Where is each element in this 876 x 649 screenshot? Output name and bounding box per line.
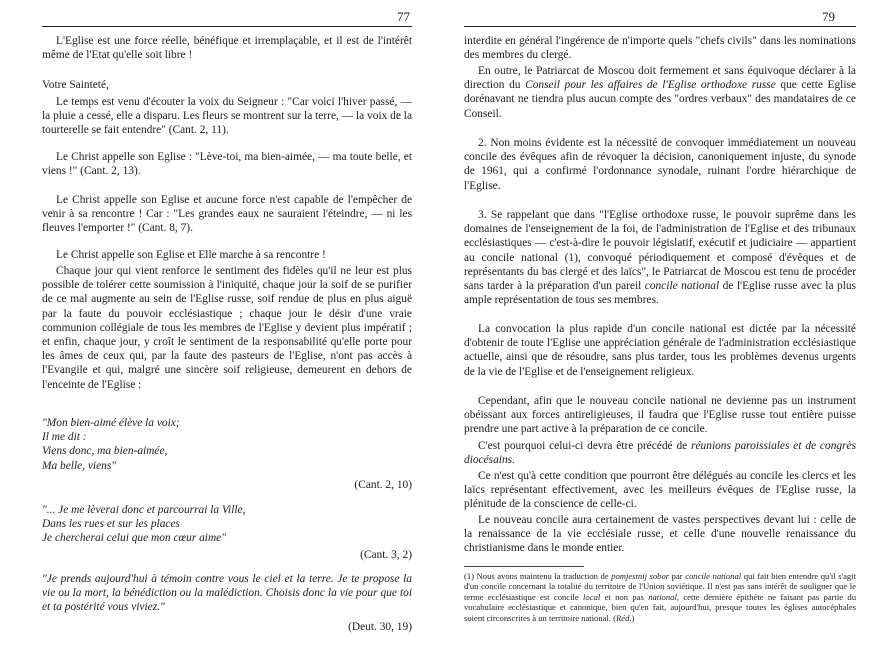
text-p8: Ce n'est qu'à cette condition que pourront être délégués au concile les clercs et les laïcs représentant effectivement, avec les meilleurs évêques de l'Eglise russe, la plénitude de la conscience de celle-ci. [464,470,856,511]
italic-run: concile national [644,280,720,293]
header-rule [42,26,412,27]
italic-run: local [583,591,601,602]
paragraph [464,394,856,437]
text-run: 3. Se rappelant que dans "l'Eglise orthodoxe russe, le pouvoir suprême dans les domaines de l'enseignement de la foi, de l'administration de l'Eglise et des tribunaux ecclésiastiques — c'est-à-dire le pouvoir législatif, exécutif et judiciaire — appartient au concile national (1), convoqué périodiquement et composé d'évêques et de représentants du bas clergé et des laïcs", le Patriarcat de Moscou est tenu de procéder sans tarder à la préparation d'un pareil [464,209,856,293]
salutation: Votre Sainteté, [42,79,109,91]
paragraph [42,248,412,262]
text-p4 [464,208,856,307]
paragraph [464,34,856,62]
poem-quote-2 [42,503,412,546]
footnote-rule [464,566,584,567]
italic-run: pomjestnij sobor [611,571,670,581]
text-p1: L'Eglise est une force réelle, bénéfique et irremplaçable, et il est de l'intérêt même de l'Etat qu'elle soit libre ! [42,35,412,62]
poem-quote-1 [42,416,412,473]
paragraph [464,469,856,512]
text-run: que cette Eglise dorénavant ne tiendra plus aucun compte des "ordres verbaux" des mandataires de ce Conseil. [464,79,856,120]
poem-line: Viens donc, ma bien-aimée, [42,445,168,458]
paragraph [464,208,856,307]
text-run: C'est pourquoi celui-ci devra être précédé de [478,440,692,452]
text-p2: Le temps est venu d'écouter la voix du Seigneur : "Car voici l'hiver passé, — la pluie a cessé, elle a disparu. Les fleurs se montrent sur la terre, — la voix de la tourterelle se fait entendre" (Cant. 2, 11). [42,96,412,137]
citation: (Cant. 3, 2) [360,549,412,561]
text-p1: interdite en général l'ingérence de n'importe quels "chefs civils" dans les nominations des membres du clergé. [464,35,856,62]
text-run: ) [631,612,635,623]
text-p7 [464,439,856,467]
poem-line: Dans les rues et sur les places [42,518,180,531]
text-run: , cette dernière épithète ne faisant pas partie du vocabulaire ecclésiastique et canonique, bien qu'en fait, aujourd'hui, presque toutes les églises autocéphales soient circonscrites à un territoire national. ( [464,591,856,623]
paragraph [464,439,856,467]
text-p2 [464,64,856,121]
text-p4: Le Christ appelle son Eglise et aucune force n'est capable de l'empêcher de venir à sa rencontre ! Car : "Les grandes eaux ne sauraient l'éteindre, — ni les fleuves l'emporter !" (Cant. 8, 7). [42,194,412,235]
text-run: par [669,571,686,581]
poem-line: "Mon bien-aimé élève la voix; [42,417,180,429]
paragraph [42,34,412,62]
italic-run: national [648,591,677,602]
text-run: (1) Nous avons maintenu la traduction de [464,571,612,581]
citation: (Cant. 2, 10) [354,479,412,491]
italic-quote: "Je prends aujourd'hui à témoin contre vous le ciel et la terre. Je te propose la vie ou la mort, la bénédiction ou la malédiction. Choisis donc la vie pour que toi et ta postérité vous viviez." [42,573,412,614]
paragraph [42,78,412,92]
header-rule [464,26,856,27]
paragraph [464,136,856,193]
paragraph [464,513,856,556]
paragraph [42,264,412,392]
text-p3: 2. Non moins évidente est la nécessité de convoquer immédiatement un nouveau concile des évêques afin de révoquer la décision, canoniquement injuste, du synode de 1961, qui a confirmé l'ordonnance synodale, ruinant l'ordre hiérarchique de l'Eglise. [464,137,856,192]
text-run: En outre, le Patriarcat de Moscou doit fermement et sans équivoque déclarer à la direction du [464,65,856,92]
citation: (Deut. 30, 19) [348,621,412,633]
italic-run: Réd. [616,612,632,623]
paragraph [42,150,412,178]
paragraph [464,322,856,379]
poem-line: "... Je me lèverai donc et parcourrai la Ville, [42,504,246,516]
paragraph [42,193,412,236]
text-p9: Le nouveau concile aura certainement de vastes perspectives devant lui : celle de la renaissance de la vie ecclésiale russe, et celle d'une nouvelle renaissance du christianisme dans le monde entier. [464,514,856,555]
text-p3: Le Christ appelle son Eglise : "Lève-toi, ma bien-aimée, — ma toute belle, et viens !" (Cant. 2, 13). [42,151,412,178]
italic-run: réunions paroissiales et de congrès diocésains. [464,440,856,467]
quote-3 [42,572,412,615]
text-p5: Le Christ appelle son Eglise et Elle marche à sa rencontre ! [56,249,326,261]
text-p5: La convocation la plus rapide d'un concile national est dictée par la nécessité d'obtenir de toute l'Eglise une appréciation générale de l'administration ecclésiastique actuelle, ainsi que de résoudre, sans plus tarder, tous les problèmes devenus urgents de la vie de l'Eglise et de l'enseignement religieux. [464,323,856,378]
italic-run: concile national [685,571,742,581]
right-page [440,0,876,649]
page-number: 79 [822,9,835,24]
paragraph [464,64,856,121]
text-run: de l'Eglise russe avec la plus ample représentation de tous ses membres. [464,280,856,307]
poem-line: Il me dit : [42,431,87,444]
text-p6: Cependant, afin que le nouveau concile national ne devienne pas un instrument obéissant aux forces antireligieuses, il faudra que l'Eglise russe tout entière puisse prendre une part active à la préparation de ce concile. [464,395,856,436]
page-number: 77 [397,9,410,24]
poem-line: Je chercherai celui que mon cœur aime" [42,532,227,545]
paragraph [42,95,412,138]
italic-run: Conseil pour les affaires de l'Eglise orthodoxe russe [525,79,776,92]
poem-line: Ma belle, viens" [42,459,117,472]
footnote [464,571,856,623]
text-run: qui fait bien entendre qu'il s'agit d'un concile concernant la totalité du territoire de l'Union soviétique. Il n'est pas sans intérêt de souligner que le terme ecclésiastique est concile [464,571,856,602]
text-p6: Chaque jour qui vient renforce le sentiment des fidèles qu'il ne leur est plus possible de tolérer cette soumission à l'iniquité, chaque jour la soif de se purifier de ce mal augmente au sein de l'Eglise russe, soif rendue de plus en plus aiguë par la faute du pouvoir ecclésiastique ; chaque jour le désir d'une vraie communion collégiale de tous les membres de l'Eglise y devient plus impératif ; et enfin, chaque jour, y croît le sentiment de la responsabilité qu'elle porte pour les âmes de ceux qui, par la faute des pasteurs de l'Eglise, n'ont pas accès à l'Evangile et qui, malgré une sincère soif religieuse, demeurent en dehors de l'enceinte de l'Eglise : [42,265,412,391]
text-run: et non pas [600,591,649,602]
